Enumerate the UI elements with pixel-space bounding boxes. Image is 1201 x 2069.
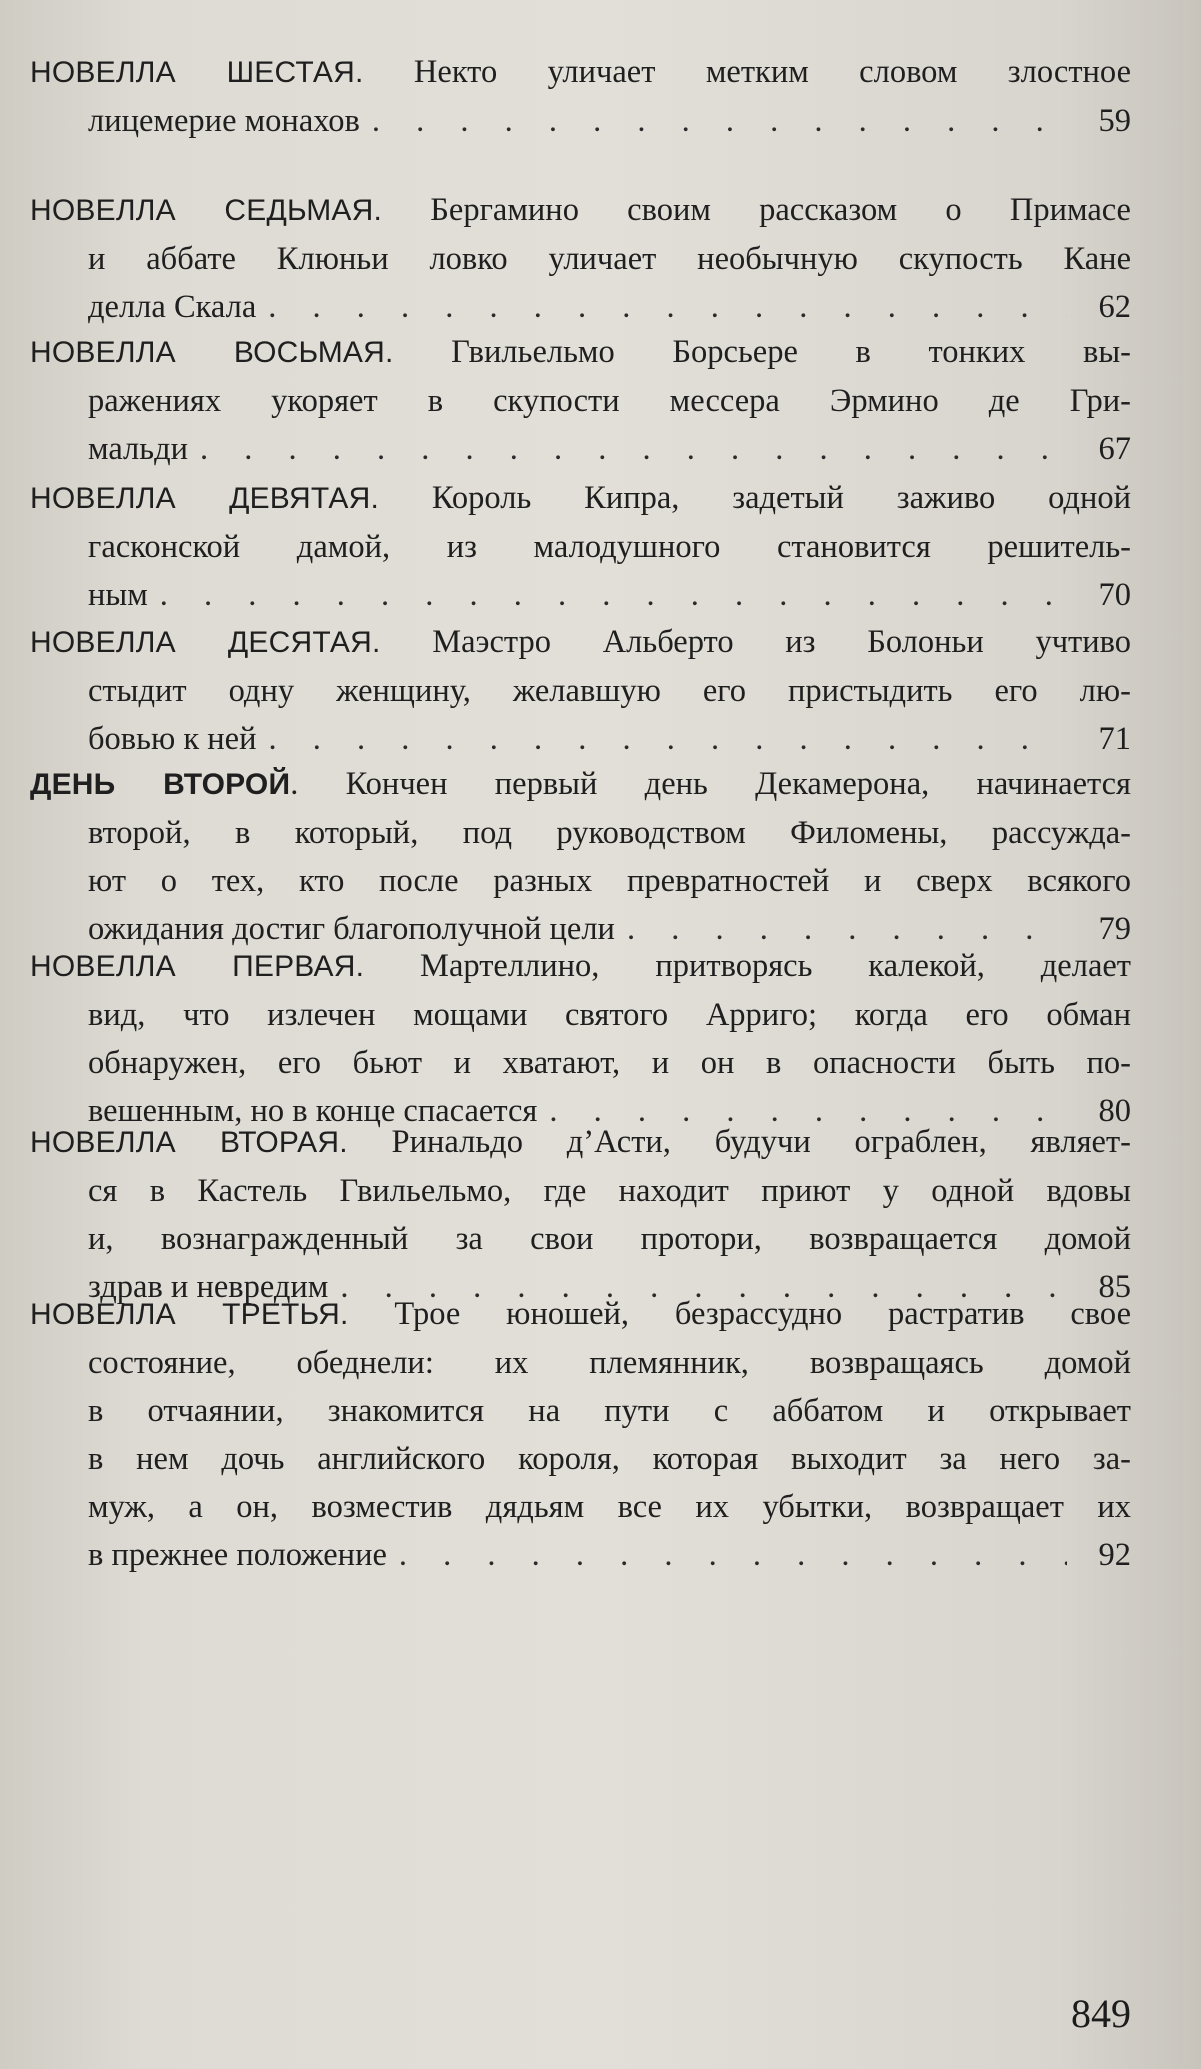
toc-entry-text: в отчаянии, знакомится на пути с аббатом и открывает [88,1393,1131,1429]
toc-entry-line [30,1483,1131,1531]
toc-entry-first-line [30,1290,1131,1339]
dot-leader [160,571,1067,619]
toc-entry-text: гасконской дамой, из малодушного становится решитель- [88,529,1131,565]
toc-entry-heading: ДЕНЬ ВТОРОЙ [30,768,291,801]
toc-entry-text: Гвильельмо Борсьере в тонких вы- [393,334,1131,370]
toc-entry-line [30,1215,1131,1263]
toc-entry-line [30,857,1131,905]
toc-entry-heading: НОВЕЛЛА ДЕВЯТАЯ. [30,482,380,515]
toc-entry-text: лицемерие монахов [88,103,360,139]
toc-entry-line [30,1167,1131,1215]
toc-entry-heading: НОВЕЛЛА ТРЕТЬЯ. [30,1298,349,1331]
toc-entry-line [30,235,1131,283]
toc-entry-line [30,1039,1131,1087]
toc-entry-text: Король Кипра, задетый заживо одной [379,480,1131,516]
toc-entry-text: второй, в который, под руководством Филомены, рассужда- [88,815,1131,851]
toc-entry-text: . Кончен первый день Декамерона, начинается [290,766,1131,802]
toc-entry-line [30,809,1131,857]
toc-entry-text: ют о тех, кто после разных превратностей и сверх всякого [88,863,1131,899]
toc-entry-first-line [30,942,1131,991]
toc-entry-first-line [30,48,1131,97]
toc-entry [30,618,1131,763]
toc-entry-line [30,1531,1131,1579]
toc-entry-text: ражениях укоряет в скупости мессера Эрмино де Гри- [88,383,1131,419]
toc-entry-text: муж, а он, возместив дядьям все их убытки, возвращает их [88,1489,1131,1525]
toc-entry-heading: НОВЕЛЛА ШЕСТАЯ. [30,56,364,89]
toc-entry-text: и, вознагражденный за свои протори, возвращается домой [88,1221,1131,1257]
toc-entry [30,186,1131,331]
dot-leader [268,715,1067,763]
toc-entry-text: бовью к ней [88,721,257,757]
toc-entry-heading: НОВЕЛЛА ДЕСЯТАЯ. [30,626,381,659]
toc-entry-text: в нем дочь английского короля, которая выходит за него за- [88,1441,1131,1477]
toc-entry-first-line [30,328,1131,377]
toc-entry [30,328,1131,473]
toc-entry [30,1290,1131,1579]
toc-entry-text: вид, что излечен мощами святого Арриго; когда его обман [88,997,1131,1033]
toc-entry-heading: НОВЕЛЛА ВОСЬМАЯ. [30,336,394,369]
toc-entry [30,942,1131,1135]
toc-entry-line [30,425,1131,473]
toc-entry-line [30,283,1131,331]
toc-entry-heading: НОВЕЛЛА ВТОРАЯ. [30,1126,348,1159]
toc-page-number: 71 [1098,721,1131,757]
toc-entry-text: Некто уличает метким словом злостное [363,54,1131,90]
toc-page-number: 85 [1098,1269,1131,1305]
toc-entry-text: и аббате Клюньи ловко уличает необычную скупость Кане [88,241,1131,277]
toc-entry-line [30,667,1131,715]
toc-entry-text: Трое юношей, безрассудно растратив свое [348,1296,1132,1332]
toc-page-number: 62 [1098,289,1131,325]
toc-entry-text: стыдит одну женщину, желавшую его пристыдить его лю- [88,673,1131,709]
toc-entry-first-line [30,618,1131,667]
toc-page-number: 67 [1098,431,1131,467]
toc-page-number: 70 [1098,577,1131,613]
toc-entry-line [30,715,1131,763]
toc-entry [30,48,1131,145]
toc-entry-text: обнаружен, его бьют и хватают, и он в опасности быть по- [88,1045,1131,1081]
toc-entry-line [30,1339,1131,1387]
toc-entry-line [30,1435,1131,1483]
toc-page-number: 79 [1098,911,1131,947]
toc-entry-text: мальди [88,431,189,467]
toc-entry-text: вешенным, но в конце спасается [88,1093,538,1129]
toc-entry-first-line [30,474,1131,523]
toc-entry-text: Ринальдо д’Асти, будучи ограблен, являет- [347,1124,1131,1160]
toc-entry-line [30,571,1131,619]
toc-entry [30,1118,1131,1311]
toc-entry-first-line [30,1118,1131,1167]
toc-entry-text: ся в Кастель Гвильельмо, где находит приют у одной вдовы [88,1173,1131,1209]
dot-leader [372,97,1067,145]
toc-entry-first-line [30,186,1131,235]
toc-entry-first-line [30,760,1131,809]
toc-entry [30,474,1131,619]
toc-entry-text: в прежнее положение [88,1537,387,1573]
page-number: 849 [1071,1991,1131,2036]
toc-entry-text: Маэстро Альберто из Болоньи учтиво [380,624,1132,660]
toc-entry-line [30,991,1131,1039]
toc-entry-text: ным [88,577,148,613]
toc-entry [30,760,1131,953]
toc-entry-line [30,523,1131,571]
toc-entry-heading: НОВЕЛЛА СЕДЬМАЯ. [30,194,383,227]
toc-page-number: 59 [1098,103,1131,139]
toc-page-number: 80 [1098,1093,1131,1129]
dot-leader [200,425,1067,473]
toc-entry-text: Бергамино своим рассказом о Примасе [382,192,1131,228]
toc-entry-text: здрав и невредим [88,1269,329,1305]
toc-entry-line [30,377,1131,425]
toc-entry-line [30,1387,1131,1435]
toc-entry-text: ожидания достиг благополучной цели [88,911,615,947]
toc-entry-line [30,97,1131,145]
toc-page-number: 92 [1098,1537,1131,1573]
dot-leader [268,283,1067,331]
toc-entry-text: Мартеллино, притворясь калекой, делает [364,948,1131,984]
dot-leader [399,1531,1067,1579]
toc-entry-text: состояние, обеднели: их племянник, возвращаясь домой [88,1345,1131,1381]
toc-entry-heading: НОВЕЛЛА ПЕРВАЯ. [30,950,365,983]
toc-entry-text: делла Скала [88,289,257,325]
